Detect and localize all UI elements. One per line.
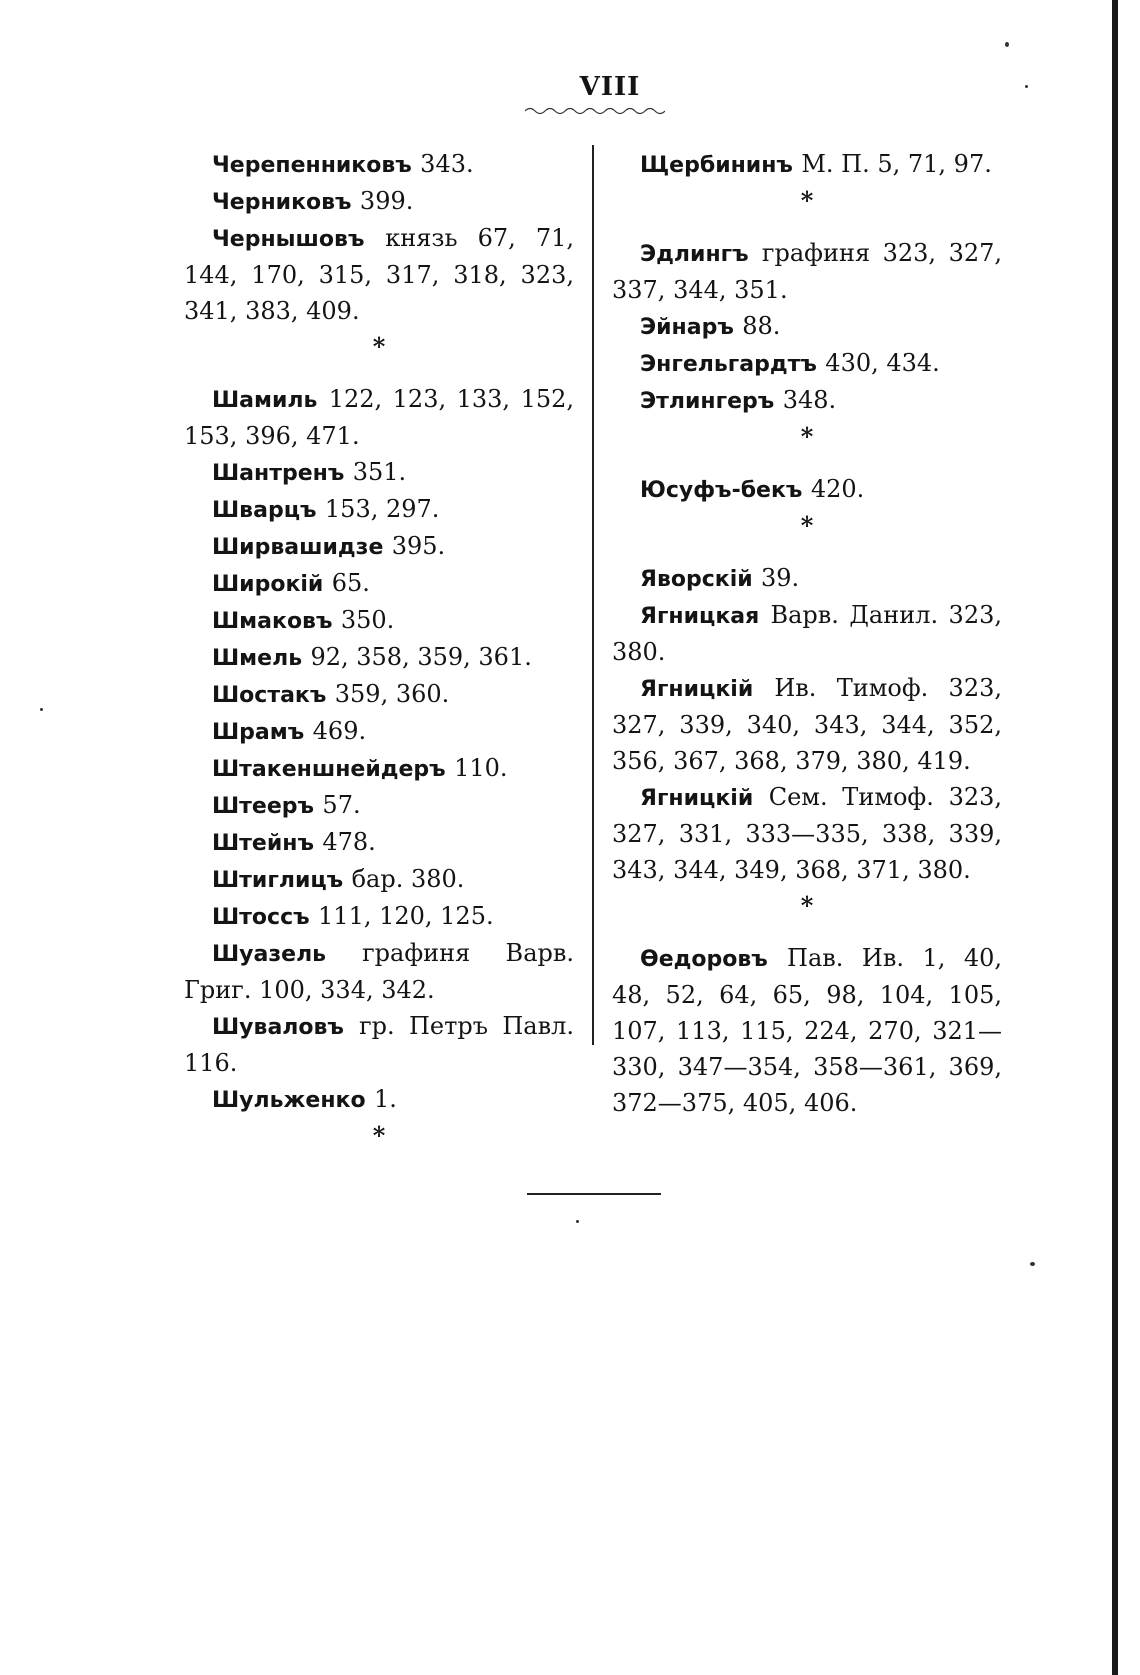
index-entry: Яворскій 39. bbox=[640, 564, 800, 592]
index-entry: Штакеншнейдеръ 110. bbox=[212, 754, 508, 782]
section-separator: * bbox=[372, 1121, 386, 1150]
index-entry: Эдлингъ графиня 323, 327, 337, 344, 351. bbox=[612, 239, 1002, 304]
index-entry: Штоссъ 111, 120, 125. bbox=[212, 902, 494, 930]
index-entry: Шульженко 1. bbox=[212, 1085, 397, 1113]
index-entry: Штейнъ 478. bbox=[212, 828, 376, 856]
section-separator: * bbox=[800, 891, 814, 920]
scan-speck bbox=[1025, 85, 1028, 88]
scan-speck bbox=[40, 708, 43, 711]
index-entry: Черниковъ 399. bbox=[212, 187, 414, 215]
index-entry: Эйнаръ 88. bbox=[640, 312, 781, 340]
index-entry: Шуваловъ гр. Петръ Павл. 116. bbox=[184, 1012, 575, 1077]
index-entry: Этлингеръ 348. bbox=[640, 386, 837, 414]
section-separator: * bbox=[800, 511, 814, 540]
index-entry: Шостакъ 359, 360. bbox=[212, 680, 450, 708]
index-entry: Штееръ 57. bbox=[212, 791, 361, 819]
index-entry: Юсуфъ-бекъ 420. bbox=[640, 475, 865, 503]
column-divider bbox=[592, 145, 594, 1045]
index-entry: Шамиль 122, 123, 133, 152, 153, 396, 471. bbox=[184, 385, 574, 450]
index-column-left bbox=[184, 146, 574, 1170]
scan-speck bbox=[576, 1220, 579, 1223]
index-entry: Ягницкій Сем. Тимоф. 323, 327, 331, 333—335, 338, 339, 343, 344, 349, 368, 371, 380. bbox=[612, 783, 1003, 884]
index-entry: Ягницкая Варв. Данил. 323, 380. bbox=[612, 601, 1002, 666]
index-entry: Энгельгардтъ 430, 434. bbox=[640, 349, 940, 377]
index-entry: Щербининъ М. П. 5, 71, 97. bbox=[640, 150, 992, 178]
index-entry: Шуазель графиня Варв. Григ. 100, 334, 342. bbox=[184, 939, 574, 1004]
scan-speck bbox=[1005, 42, 1009, 47]
header-flourish bbox=[525, 106, 665, 116]
index-entry: Шантренъ 351. bbox=[212, 458, 407, 486]
index-column-right bbox=[612, 146, 1002, 1121]
section-separator: * bbox=[372, 332, 386, 361]
section-separator: * bbox=[800, 186, 814, 215]
end-rule bbox=[527, 1193, 661, 1195]
index-entry: Шмель 92, 358, 359, 361. bbox=[212, 643, 532, 671]
index-entry: Шварцъ 153, 297. bbox=[212, 495, 440, 523]
index-entry: Шмаковъ 350. bbox=[212, 606, 395, 634]
index-entry: Штиглицъ бар. 380. bbox=[212, 865, 465, 893]
index-entry: Широкій 65. bbox=[212, 569, 370, 597]
index-entry: Ѳедоровъ Пав. Ив. 1, 40, 48, 52, 64, 65, 98, 104, 105, 107, 113, 115, 224, 270, 321—330, 347—354, 358—361, 369, 372—375, 405, 406. bbox=[612, 944, 1003, 1117]
index-entry: Чернышовъ князь 67, 71, 144, 170, 315, 317, 318, 323, 341, 383, 409. bbox=[184, 224, 574, 325]
scan-speck bbox=[1030, 1262, 1035, 1266]
section-separator: * bbox=[800, 422, 814, 451]
page-edge-rule bbox=[1112, 0, 1118, 1675]
index-entry: Ягницкій Ив. Тимоф. 323, 327, 339, 340, 343, 344, 352, 356, 367, 368, 379, 380, 419. bbox=[612, 674, 1002, 775]
index-entry: Шрамъ 469. bbox=[212, 717, 367, 745]
page-number: VIII bbox=[579, 72, 641, 102]
index-entry: Черепенниковъ 343. bbox=[212, 150, 474, 178]
index-entry: Ширвашидзе 395. bbox=[212, 532, 446, 560]
